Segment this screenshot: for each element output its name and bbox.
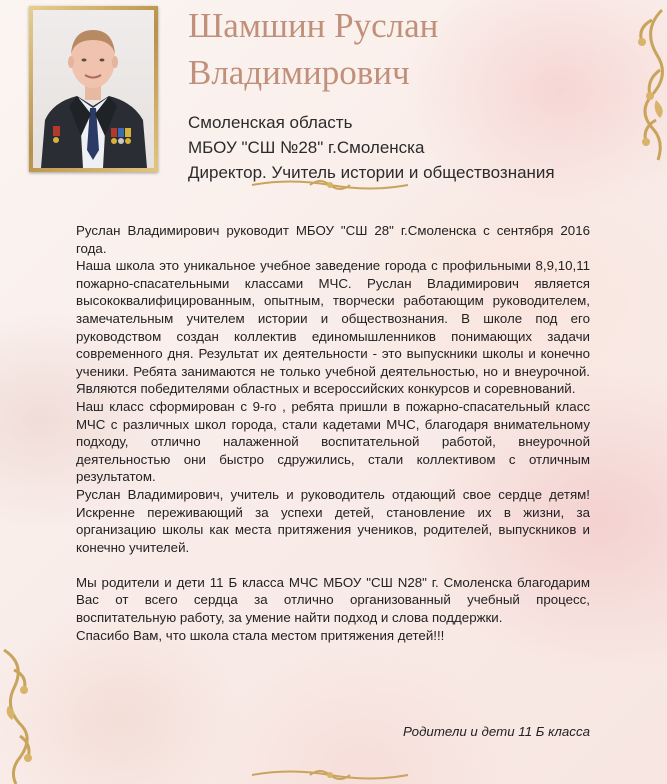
paragraph: Руслан Владимирович руководит МБОУ "СШ 28" г.Смоленска с сентября 2016 года. — [76, 223, 590, 256]
top-right-ornament — [612, 0, 667, 180]
bottom-divider-ornament — [250, 766, 410, 784]
paragraph: Руслан Владимирович, учитель и руководитель отдающий свое сердце детям! Искренне переживающий за успехи детей, становление их в жизни, за организацию школы как места притяжения учеников, родителей, выпускников и конечно учителей. — [76, 486, 590, 555]
region-text: Смоленская область — [188, 113, 353, 132]
letter-body — [76, 222, 590, 644]
name-line-2: Владимирович — [188, 53, 410, 92]
person-info — [188, 110, 555, 185]
signature-text: Родители и дети 11 Б класса — [402, 724, 590, 739]
paragraph: Спасибо Вам, что школа стала местом притяжения детей!!! — [76, 627, 445, 643]
portrait-photo — [33, 10, 154, 168]
paragraph: Наша школа это уникальное учебное заведение города с профильными 8,9,10,11 пожарно-спасательными классами МЧС. Руслан Владимирович является высококвалифицированным, опытным, творчески работающим руководителем, замечательным учителем истории и обществознания. В школе под его руководством создан коллектив единомышленников понимающих задачи современного дня. Результат их деятельности - это выпускники школы и конечно ученики. Ребята занимаются не только учебной деятельностью, но и внеурочной. Являются победителями областных и всероссийских конкурсов и соревнований. — [76, 258, 590, 397]
position-text: Директор. Учитель истории и обществознания — [188, 163, 555, 182]
portrait-frame — [29, 6, 158, 172]
person-name — [188, 2, 488, 96]
paragraph: Наш класс сформирован с 9-го , ребята пришли в пожарно-спасательный класс МЧС с различных школ города, стали кадетами МЧС, благодаря внимательному подходу, отлично налаженной воспитательной работой, внеурочной деятельностью они быстро сдружились, стали коллективом с отличным результатом. — [76, 398, 590, 485]
paragraph-gap — [76, 556, 590, 574]
top-divider-ornament — [250, 176, 410, 194]
bottom-left-ornament — [0, 640, 40, 784]
name-line-1: Шамшин Руслан — [188, 6, 439, 45]
paragraph: Мы родители и дети 11 Б класса МЧС МБОУ "СШ N28" г. Смоленска благодарим Вас от всего сердца за отлично организованный учебный процесс, воспитательную работу, за умение найти подход и слова поддержки. — [76, 574, 590, 626]
school-text: МБОУ "СШ №28" г.Смоленска — [188, 138, 425, 157]
